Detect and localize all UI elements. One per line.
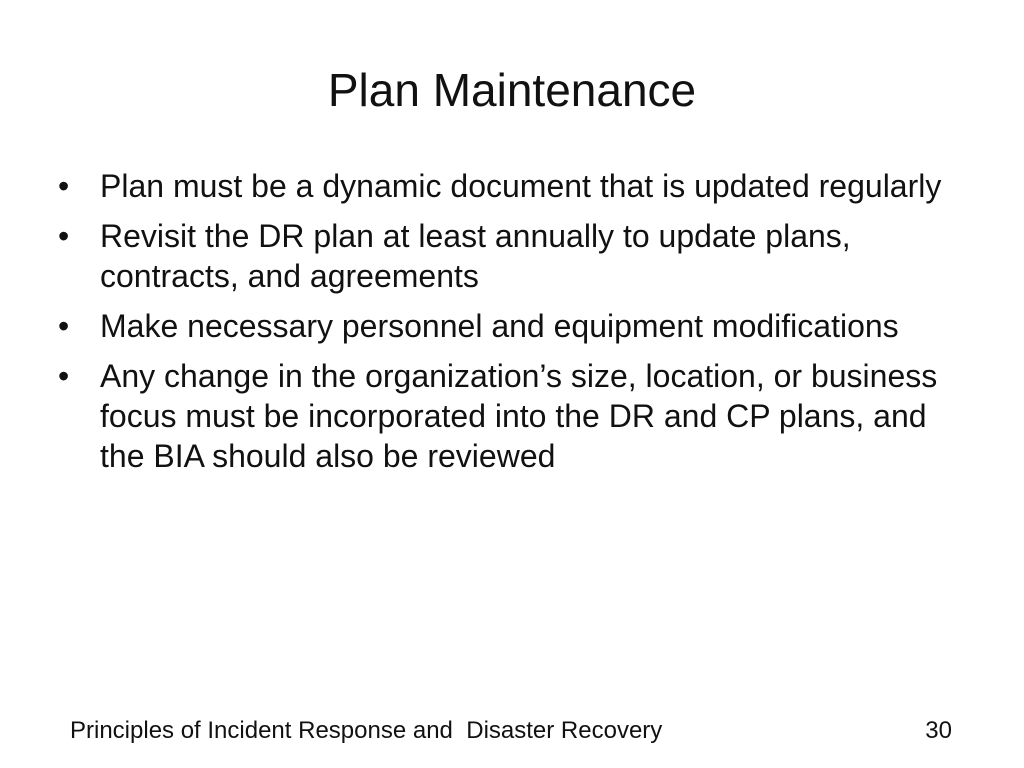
bullet-text-1: Plan must be a dynamic document that is updated regularly	[100, 168, 942, 204]
bullet-item-3	[58, 306, 958, 346]
bullet-icon: •	[58, 358, 70, 394]
bullet-item-2	[58, 216, 958, 296]
bullet-list	[58, 166, 958, 486]
bullet-item-4	[58, 356, 958, 476]
slide-number: 30	[925, 717, 952, 744]
bullet-text-2: Revisit the DR plan at least annually to update plans, contracts, and agreements	[100, 218, 851, 294]
bullet-icon: •	[58, 218, 70, 254]
bullet-text-4: Any change in the organization’s size, location, or business focus must be incorporated into the DR and CP plans, and the BIA should also be reviewed	[100, 358, 938, 474]
footer-course-title: Principles of Incident Response and Disaster Recovery	[70, 717, 663, 744]
bullet-icon: •	[58, 308, 70, 344]
slide-title: Plan Maintenance	[327, 64, 697, 116]
bullet-item-1	[58, 166, 958, 206]
bullet-text-3: Make necessary personnel and equipment modifications	[100, 308, 899, 344]
bullet-icon: •	[58, 168, 70, 204]
